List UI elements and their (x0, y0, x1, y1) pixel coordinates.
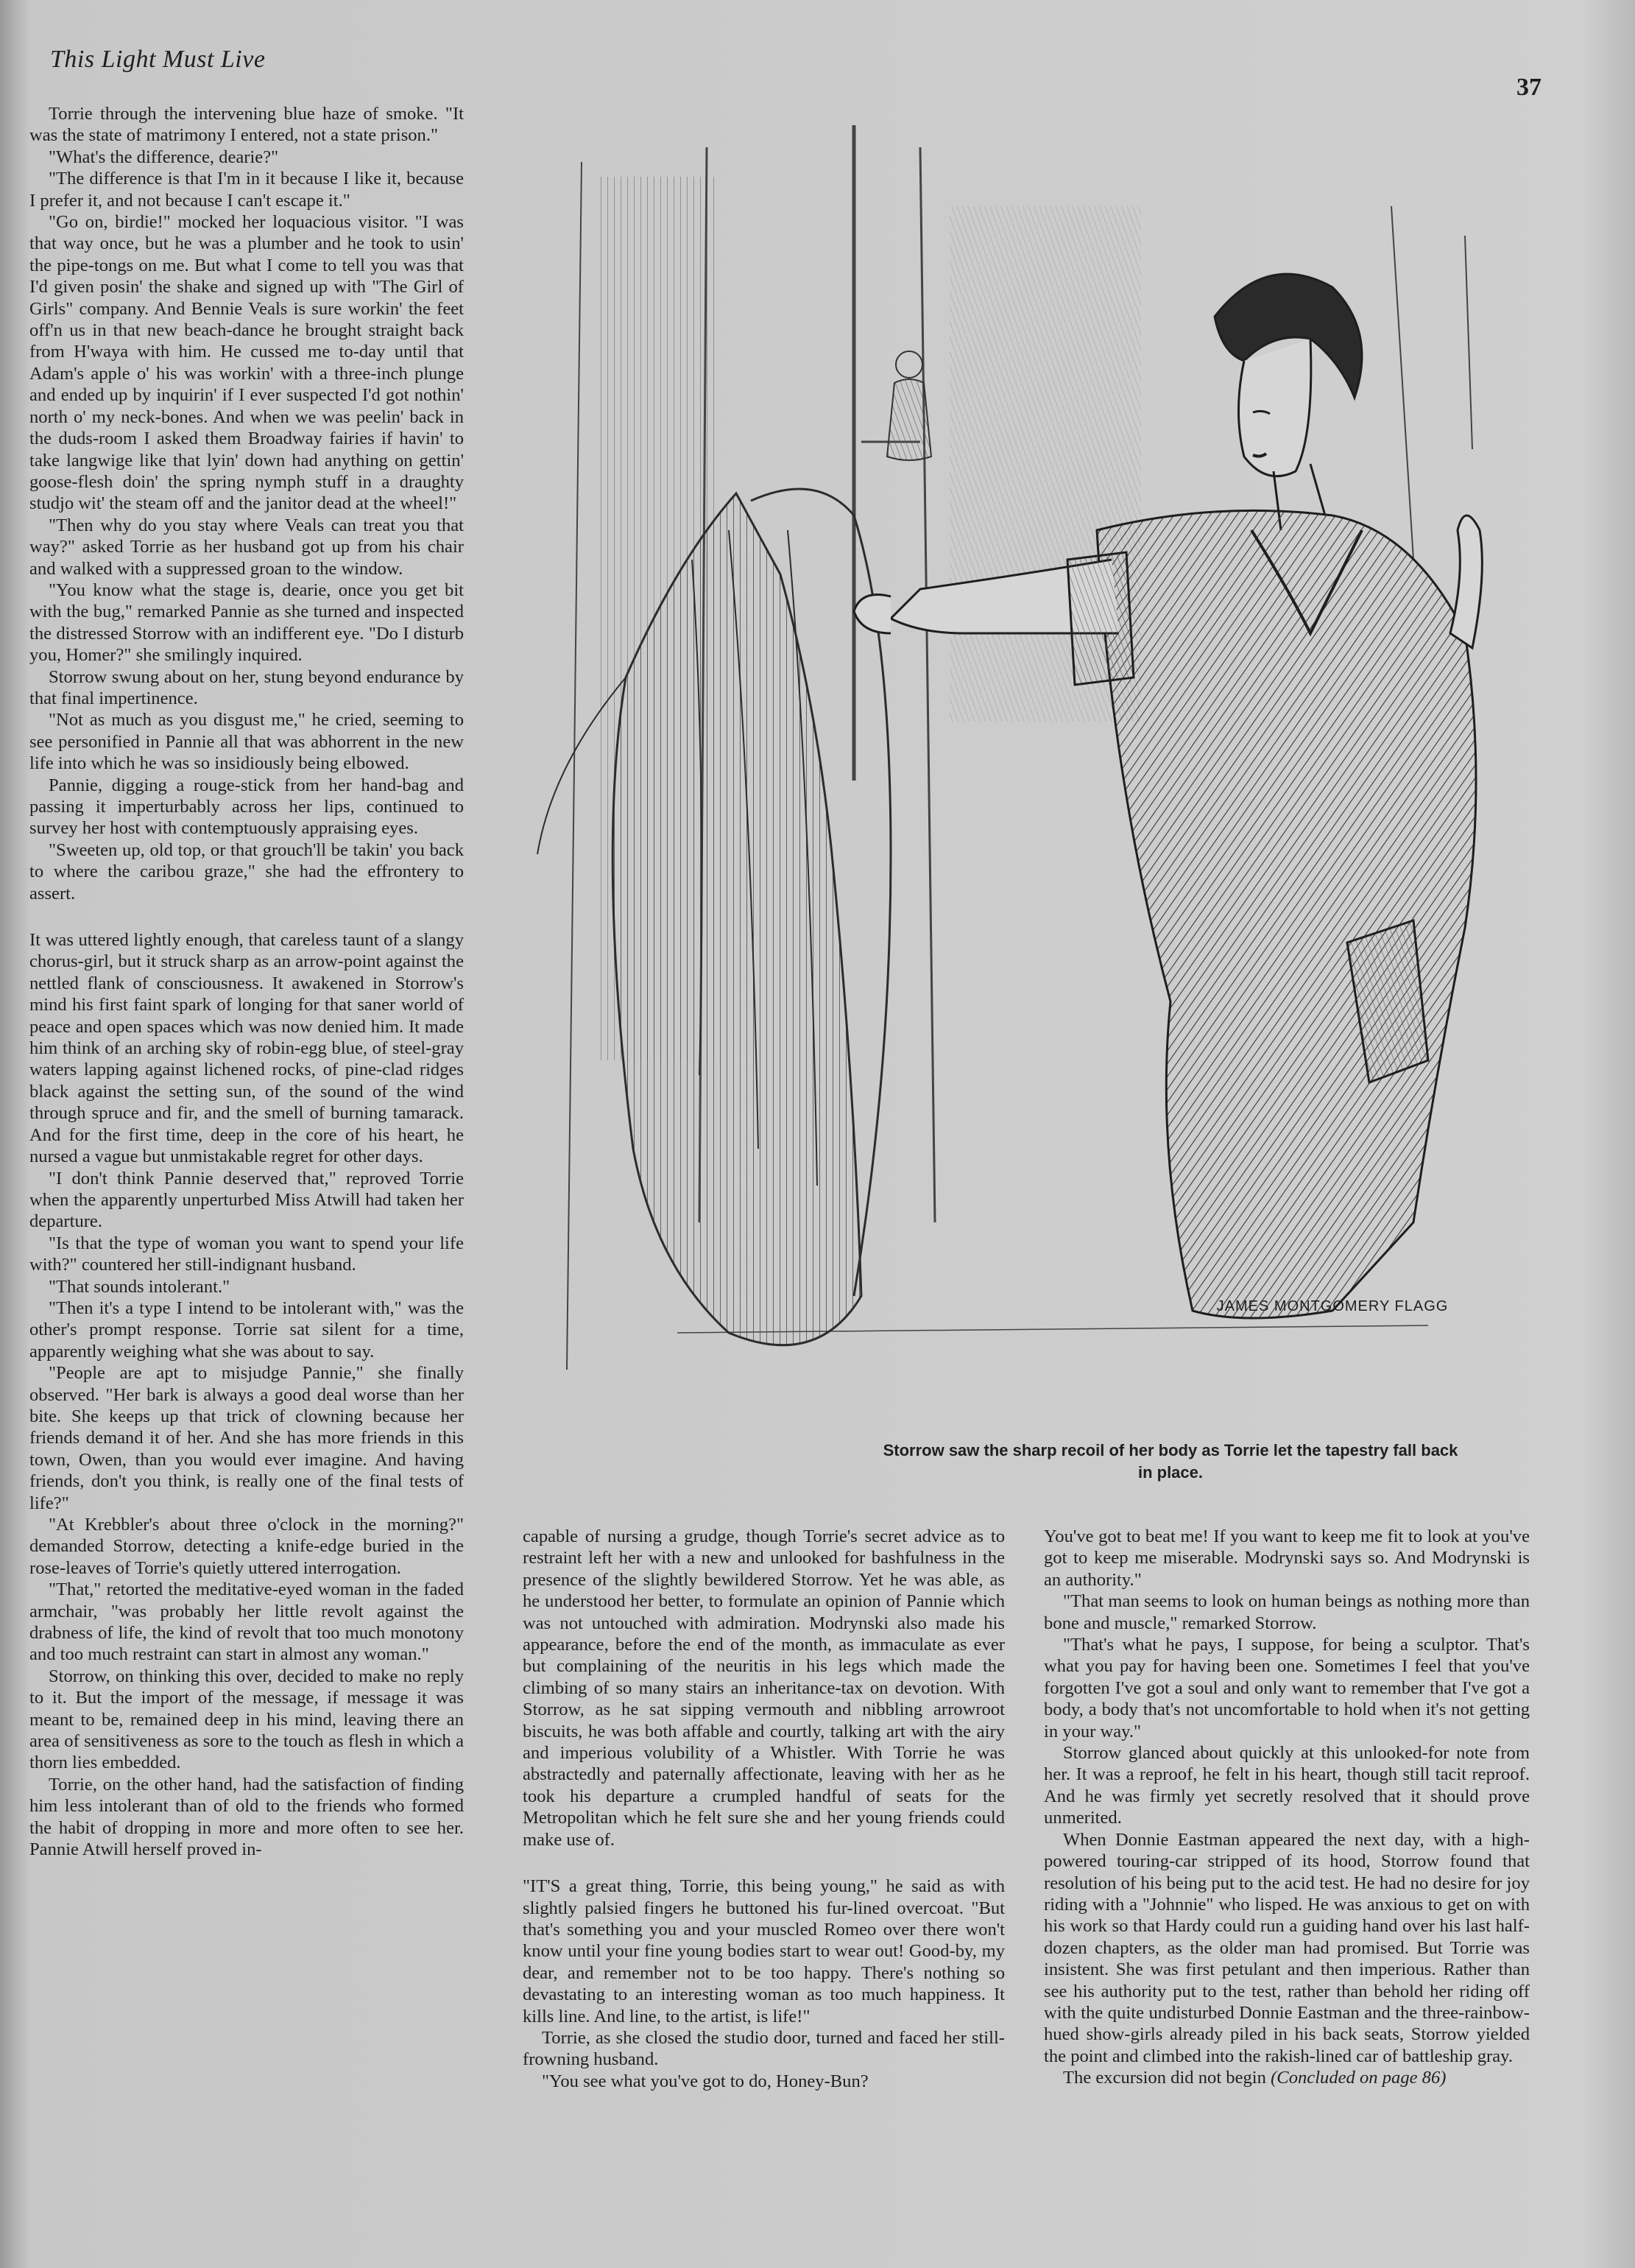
paragraph: Torrie, on the other hand, had the satisfaction of finding him less intolerant than of old to the friends who formed the habit of dropping in more and more often to see her. Pannie Atwill herself proved in- (29, 1774, 464, 1860)
illustration-caption: Storrow saw the sharp recoil of her body as Torrie let the tapestry fall back in place. (883, 1441, 1458, 1482)
paragraph: "I don't think Pannie deserved that," reproved Torrie when the apparently unperturbed Miss Atwill had taken her departure. (29, 1168, 464, 1232)
paragraph: Storrow swung about on her, stung beyond endurance by that final impertinence. (29, 666, 464, 708)
paragraph: "That sounds intolerant." (49, 1276, 230, 1297)
artist-signature: JAMES MONTGOMERY FLAGG (1216, 1298, 1449, 1314)
paragraph: "People are apt to misjudge Pannie," she finally observed. "Her bark is always a good deal worse than her bite. She keeps up that trick of clowning because her friends demand it of her. And she has more friends in this town, Owen, than you would ever imagine. And having friends, don't you think, is really one of the final tests of life?" (29, 1363, 464, 1513)
middle-column (523, 1526, 1005, 2181)
paragraph: Pannie, digging a rouge-stick from her hand-bag and passing it imperturbably across her lips, continued to survey her host with contemptuously appraising eyes. (29, 775, 464, 839)
paragraph: "Is that the type of woman you want to spend your life with?" countered her still-indignant husband. (29, 1233, 464, 1275)
woman-figure (854, 274, 1482, 1318)
page-number: 37 (1516, 74, 1542, 101)
closing-text: The excursion did not begin (1063, 2068, 1266, 2088)
paragraph: "That's what he pays, I suppose, for being a sculptor. That's what you pay for having been one. Sometimes I feel that you've forgotten I've got a soul and only want to remember that I've got a body, a body that's not uncomfortable to hold when it's not getting in your way." (1044, 1635, 1530, 1742)
running-head: This Light Must Live (50, 46, 266, 73)
section-paragraph: It was uttered lightly enough, that careless taunt of a slangy chorus-girl, but it struck sharp as an arrow-point against the nettled flank of consciousness. It awakened in Storrow's mind his first faint spark of longing for that saner world of peace and open spaces which was now denied him. It made him think of an arching sky of robin-egg blue, of steel-gray waters lapping against lichened rocks, of pine-clad ridges black against the setting sun, of the sound of the wind through spruce and fir, and the smell of burning tamarack. And for the first time, deep in the core of his heart, he nursed a vague but unmistakable regret for other days. (29, 930, 464, 1167)
right-column (1044, 1526, 1530, 2181)
paragraph: "Then it's a type I intend to be intolerant with," was the other's prompt response. Torrie sat silent for a time, apparently weighing what she was about to say. (29, 1297, 464, 1362)
continued-note: (Concluded on page 86) (1271, 2068, 1447, 2088)
left-column (29, 103, 464, 2224)
paragraph: "Sweeten up, old top, or that grouch'll be takin' you back to where the caribou graze," she had the effrontery to assert. (29, 839, 464, 904)
background-figure (887, 351, 931, 460)
paragraph: "That man seems to look on human beings as nothing more than bone and muscle," remarked Storrow. (1044, 1591, 1530, 1633)
paragraph: Storrow glanced about quickly at this unlooked-for note from her. It was a reproof, he felt in his heart, though still tacit reproof. And he was firmly yet secretly resolved that it should prove unmerited. (1044, 1743, 1530, 1828)
section-paragraph: "IT'S a great thing, Torrie, this being young," he said as with slightly palsied fingers he buttoned his fur-lined overcoat. "But that's something you and your muscled Romeo over there won't know until your fine young bodies start to wear out! Good-by, my dear, and remember not to be too happy. There's nothing so devastating to an interesting woman as too much happiness. It kills line. And line, to the artist, is life!" (523, 1876, 1005, 2026)
paragraph: "That," retorted the meditative-eyed woman in the faded armchair, "was probably her little revolt against the drabness of life, the kind of revolt that too much monotony and too much restraint can start in almost any woman." (29, 1580, 464, 1665)
paragraph: capable of nursing a grudge, though Torrie's secret advice as to restraint left her with a new and unlooked for bashfulness in the presence of the slightly bewildered Storrow. Yet he was able, as he understood her better, to formulate an opinion of Pannie which was not untouched with admiration. Modrynski also made his appearance, before the end of the month, as immaculate as ever but complaining of the neuritis in his legs which made the climbing of so many stairs an inheritance-tax on devotion. With Storrow, as he sat sipping vermouth and nibbling arrowroot biscuits, he was both affable and courtly, talking art with the airy and imperious volubility of a Whistler. With Torrie he was abstractedly and paternally affectionate, leaving with her as he took his departure a crumpled handful of seats for the Metropolitan which he felt sure she and her young friends could make use of. (523, 1526, 1005, 1850)
paragraph: "Not as much as you disgust me," he cried, seeming to see personified in Pannie all that was abhorrent in the new life into which he was so insidiously being elbowed. (29, 710, 464, 774)
paragraph: "The difference is that I'm in it because I like it, because I prefer it, and not because I can't escape it." (29, 169, 464, 211)
paragraph: "You know what the stage is, dearie, once you get bit with the bug," remarked Pannie as she turned and inspected the distressed Storrow with an indifferent eye. "Do I disturb you, Homer?" she smilingly inquired. (29, 580, 464, 666)
tapestry (537, 489, 891, 1345)
paragraph: Torrie through the intervening blue haze of smoke. "It was the state of matrimony I entered, not a state prison." (29, 104, 464, 146)
paragraph: Storrow, on thinking this over, decided to make no reply to it. But the import of the message, if message it was meant to be, remained deep in his mind, leaving there an area of sensitiveness as sore to the touch as flesh in which a thorn lies embedded. (29, 1666, 464, 1773)
illustration (508, 118, 1539, 1443)
paragraph: "What's the difference, dearie?" (49, 147, 279, 167)
paragraph: "Go on, birdie!" mocked her loquacious visitor. "I was that way once, but he was a plumber and he took to usin' the pipe-tongs on me. But what I come to tell you was that I'd given posin' the shake and signed up with "The Girl of Girls" company. And Bennie Veals is sure workin' the feet off'n us in that new beach-dance he brought straight back from H'waya with him. He cussed me to-day until that Adam's apple o' his was workin' with a three-inch plunge and ended up by inquirin' if I ever suspected I'd got nothin' north o' my neck-bones. And when we was peelin' back in the duds-room I asked them Broadway fairies if havin' to take langwige like that lyin' down had anything on gettin' goose-flesh doin' the spring nymph stuff in a draughty studjo wit' the steam off and the janitor dead at the wheel!" (29, 212, 464, 514)
paragraph: You've got to beat me! If you want to keep me fit to look at you've got to keep me miserable. Modrynski says so. And Modrynski is an authority." (1044, 1526, 1530, 1590)
paragraph: Torrie, as she closed the studio door, turned and faced her still-frowning husband. (523, 2027, 1005, 2070)
paragraph: "You see what you've got to do, Honey-Bun? (542, 2071, 869, 2091)
paragraph (1044, 2067, 1530, 2088)
paragraph: "Then why do you stay where Veals can treat you that way?" asked Torrie as her husband got up from his chair and walked with a suppressed groan to the window. (29, 515, 464, 579)
paragraph: When Donnie Eastman appeared the next day, with a high-powered touring-car stripped of its hood, Storrow found that resolution of his being put to the acid test. He had no desire for joy riding with a "Johnnie" who lisped. He was anxious to get on with his work so that Hardy could run a guiding hand over his last half-dozen chapters, as the older man had promised. But Torrie was insistent. She was first petulant and then imperious. Rather than see his authority put to the test, rather than behold her riding off with the quite undisturbed Donnie Eastman and the three-rainbow-hued show-girls already piled in his back seats, Storrow yielded the point and climbed into the rakish-lined car of battleship gray. (1044, 1829, 1530, 2066)
paragraph: "At Krebbler's about three o'clock in the morning?" demanded Storrow, detecting a knife-edge buried in the rose-leaves of Torrie's quietly uttered interrogation. (29, 1515, 464, 1578)
